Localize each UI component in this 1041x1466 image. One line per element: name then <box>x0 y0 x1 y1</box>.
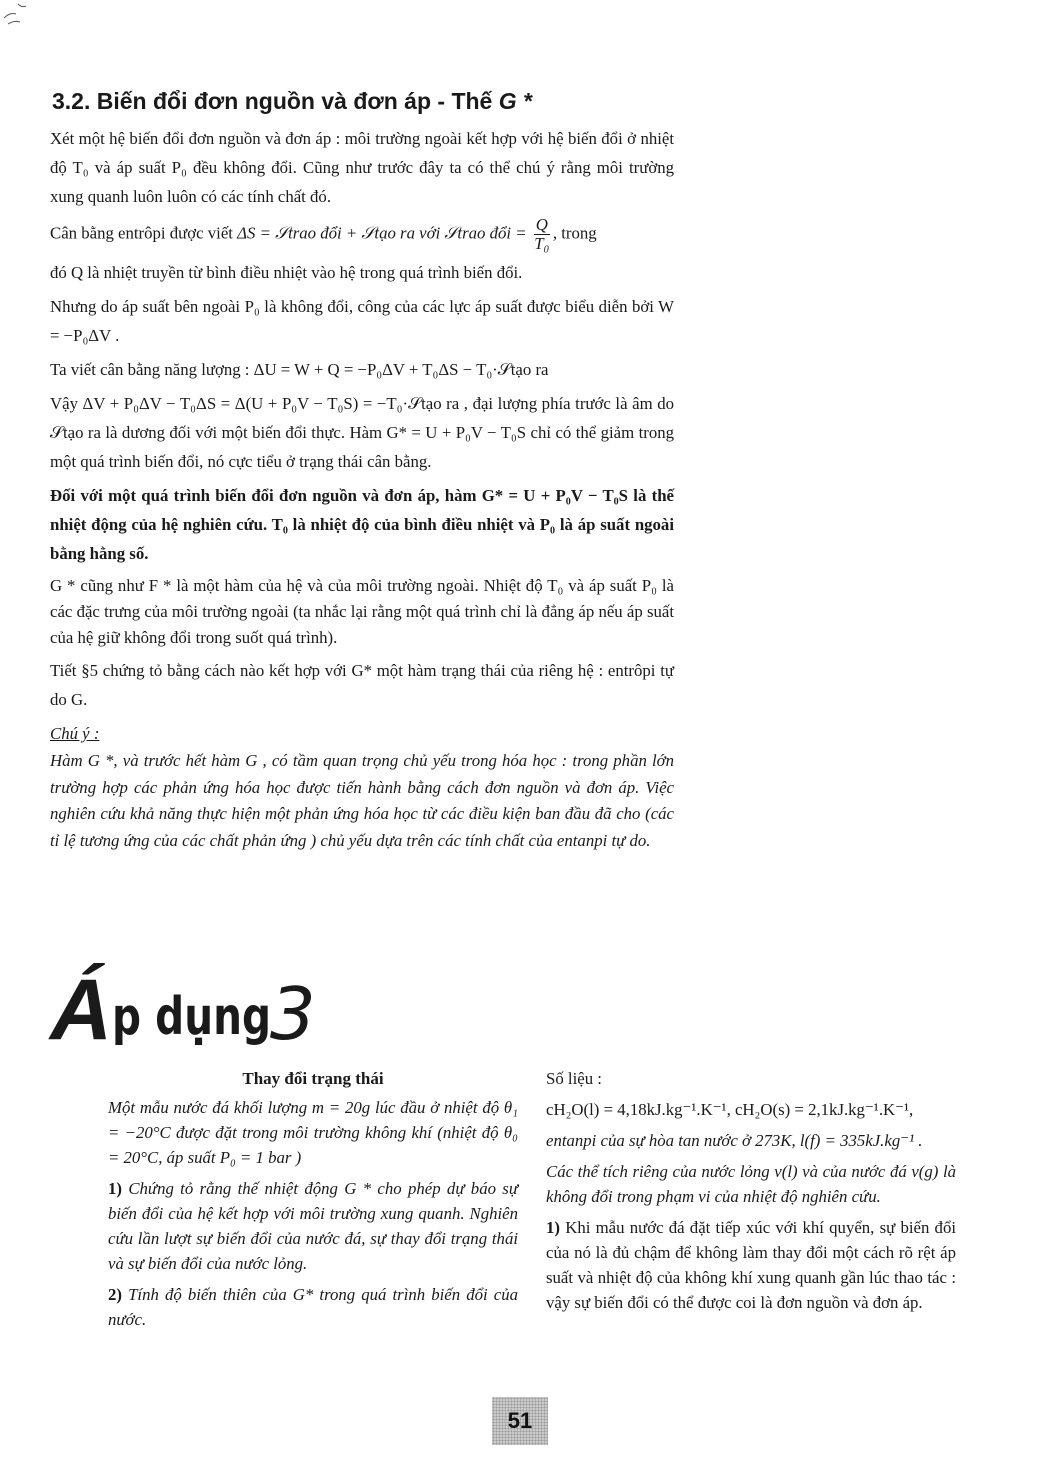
entropy-balance-equation: ΔS = 𝒮trao đổi + 𝒮tạo ra <box>237 223 415 243</box>
section-number: 3.2. <box>52 88 91 114</box>
paragraph-8: G * cũng như F * là một hàm của hệ và của môi trường ngoài. Nhiệt độ T₀ và áp suất P₀ là các đặc trưng của môi trường ngoài (ta nhắc lại rằng một quá trình chỉ là đẳng áp nếu áp suất của hệ giữ không đổi trong suốt quá trình). <box>50 576 674 647</box>
page-number: 51 <box>492 1397 548 1445</box>
paragraph-6: Vậy ΔV + P₀ΔV − T₀ΔS = Δ(U + P₀V − T₀S) = −T₀·𝒮tạo ra , đại lượng phía trước là âm do 𝒮tạo ra là dương đối với một biến đổi thực. Hàm G* = U + P₀V − T₀S chỉ có thể giảm trong một quá trình biến đổi, nó cực tiểu ở trạng thái cân bằng. <box>50 394 674 471</box>
application-title: p dụng <box>112 987 272 1047</box>
paragraph-9: Tiết §5 chứng tỏ bằng cách nào kết hợp với G* một hàm trạng thái của riêng hệ : entrôpi tự do G. <box>50 661 674 709</box>
data-label: Số liệu : <box>546 1069 602 1088</box>
application-heading <box>50 960 316 1058</box>
data-enthalpy: entanpi của sự hòa tan nước ở 273K, l(f) = 335kJ.kg⁻¹ . <box>546 1131 923 1150</box>
exercise-intro: Một mẫu nước đá khối lượng m = 20g lúc đầu ở nhiệt độ θ₁ = −20°C được đặt trong môi trường không khí (nhiệt độ θ₀ = 20°C, áp suất P₀ = 1 bar ) <box>108 1098 518 1167</box>
section-symbol: G * <box>498 88 532 114</box>
section-title <box>52 88 532 115</box>
key-statement: Đối với một quá trình biến đổi đơn nguồn và đơn áp, hàm G* = U + P₀V − T₀S là thế nhiệt động của hệ nghiên cứu. T₀ là nhiệt độ của bình điều nhiệt và P₀ là áp suất ngoài bằng hằng số. <box>50 486 674 563</box>
application-first-letter: Á <box>50 962 111 1058</box>
answer-1: 1) Khi mẫu nước đá đặt tiếp xúc với khí quyển, sự biến đổi của nó là đủ chậm để không làm thay đổi một cách rõ rệt áp suất và nhiệt độ của không khí xung quanh gần lúc thao tác : vậy sự biến đổi có thể được coi là đơn nguồn và đơn áp. <box>546 1218 956 1312</box>
fraction-q-over-t0: $\frac{Q}{\text{T₀}}$ <box>534 215 550 253</box>
note-text: Hàm G *, và trước hết hàm G , có tầm quan trọng chủ yếu trong hóa học : trong phần lớn trường hợp các phản ứng hóa học được tiến hành bằng cách đơn nguồn và đơn áp. Việc nghiên cứu khả năng thực hiện một phản ứng hóa học từ các điều kiện ban đầu đã cho (các tỉ lệ tương ứng của các chất phản ứng ) chủ yếu dựa trên các tính chất của entanpi tự do. <box>50 751 674 850</box>
exercise-column <box>108 1066 518 1338</box>
paragraph-3: đó Q là nhiệt truyền từ bình điều nhiệt vào hệ trong quá trình biến đổi. <box>50 263 523 282</box>
note-label: Chú ý : <box>50 724 100 743</box>
section-title-text: Biến đổi đơn nguồn và đơn áp - Thế <box>96 88 493 114</box>
data-heat-capacities: cH₂O(l) = 4,18kJ.kg⁻¹.K⁻¹, cH₂O(s) = 2,1kJ.kg⁻¹.K⁻¹, <box>546 1100 914 1119</box>
paragraph-1: Xét một hệ biến đổi đơn nguồn và đơn áp : môi trường ngoài kết hợp với hệ biến đổi ở nhiệt độ T₀ và áp suất P₀ đều không đổi. Cũng như trước đây ta có thể chú ý rằng môi trường xung quanh luôn luôn có các tính chất đó. <box>50 129 674 206</box>
paragraph-4: Nhưng do áp suất bên ngoài P₀ là không đổi, công của các lực áp suất được biểu diễn bởi W = −P₀ΔV . <box>50 297 674 345</box>
exercise-title: Thay đổi trạng thái <box>242 1069 384 1088</box>
application-number: 3 <box>269 972 316 1056</box>
paragraph-2: Cân bằng entrôpi được viết ΔS = 𝒮trao đổi + 𝒮tạo ra với 𝒮trao đổi = $\frac{Q}{\text{T₀}}$ , trong <box>50 215 597 253</box>
data-volumes: Các thể tích riêng của nước lỏng v(l) và của nước đá v(g) là không đổi trong phạm vi của nhiệt độ nghiên cứu. <box>546 1162 956 1206</box>
main-text <box>50 124 674 859</box>
data-column <box>546 1066 956 1321</box>
question-1: 1) Chứng tỏ rằng thế nhiệt động G * cho phép dự báo sự biến đổi của hệ kết hợp với môi trường xung quanh. Nghiên cứu lần lượt sự biến đổi của nước đá, sự thay đổi trạng thái và sự biến đổi của nước lỏng. <box>108 1179 518 1273</box>
paragraph-5: Ta viết cân bằng năng lượng : ΔU = W + Q = −P₀ΔV + T₀ΔS − T₀·𝒮tạo ra <box>50 360 549 379</box>
question-2: 2) Tính độ biến thiên của G* trong quá trình biến đổi của nước. <box>108 1285 518 1329</box>
corner-scan-mark <box>2 0 32 30</box>
